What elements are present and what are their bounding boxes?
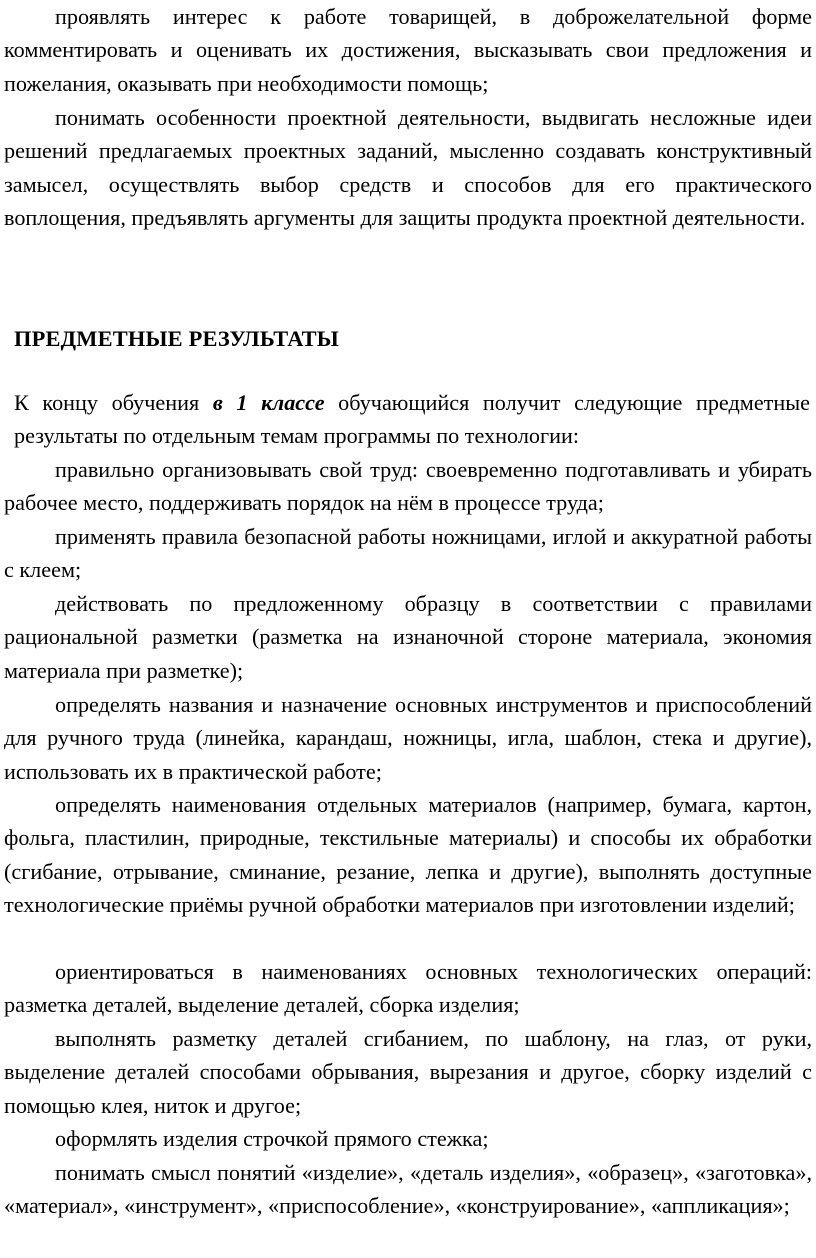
result-item: определять наименования отдельных материалов (например, бумага, картон, фольга, пластилин, природные, текстильные материалы) и способы их обработки (сгибание, отрывание, сминание, резание, лепка и другие), выполнять доступные технологические приёмы ручной обработки материалов при изготовлении изделий; [4, 792, 812, 918]
paragraph-project-activity: понимать особенности проектной деятельности, выдвигать несложные идеи решений предлагаемых проектных заданий, мысленно создавать конструктивный замысел, осуществлять выбор средств и способов для его практического воплощения, предъявлять аргументы для защиты продукта проектной деятельности. [4, 105, 812, 231]
result-item: ориентироваться в наименованиях основных технологических операций: разметка деталей, выделение деталей, сборка изделия; [4, 959, 812, 1018]
result-item: определять названия и назначение основных инструментов и приспособлений для ручного труда (линейка, карандаш, ножницы, игла, шаблон, стека и другие), использовать их в практической работе; [4, 692, 812, 784]
section-heading: ПРЕДМЕТНЫЕ РЕЗУЛЬТАТЫ [14, 326, 339, 351]
result-item: выполнять разметку деталей сгибанием, по шаблону, на глаз, от руки, выделение деталей способами обрывания, вырезания и другое, сборку изделий с помощью клея, ниток и другое; [4, 1026, 812, 1118]
intro-paragraph [14, 386, 810, 453]
result-item: правильно организовывать свой труд: своевременно подготавливать и убирать рабочее место, поддерживать порядок на нём в процессе труда; [4, 457, 812, 516]
intro-emphasis: в 1 классе [212, 390, 325, 415]
intro-before: К концу обучения [14, 390, 213, 415]
result-item: понимать смысл понятий «изделие», «деталь изделия», «образец», «заготовка», «материал», «инструмент», «приспособление», «конструирование», «аппликация»; [4, 1160, 812, 1219]
result-item: оформлять изделия строчкой прямого стежка; [55, 1126, 489, 1151]
paragraph-cooperation: проявлять интерес к работе товарищей, в доброжелательной форме комментировать и оценивать их достижения, высказывать свои предложения и пожелания, оказывать при необходимости помощь; [4, 4, 812, 96]
result-item: применять правила безопасной работы ножницами, иглой и аккуратной работы с клеем; [4, 524, 812, 583]
intro-after: обучающийся получит следующие предметные результаты по отдельным темам программы по технологии: [14, 390, 810, 449]
result-item: действовать по предложенному образцу в соответствии с правилами рациональной разметки (разметка на изнаночной стороне материала, экономия материала при разметке); [4, 591, 812, 683]
